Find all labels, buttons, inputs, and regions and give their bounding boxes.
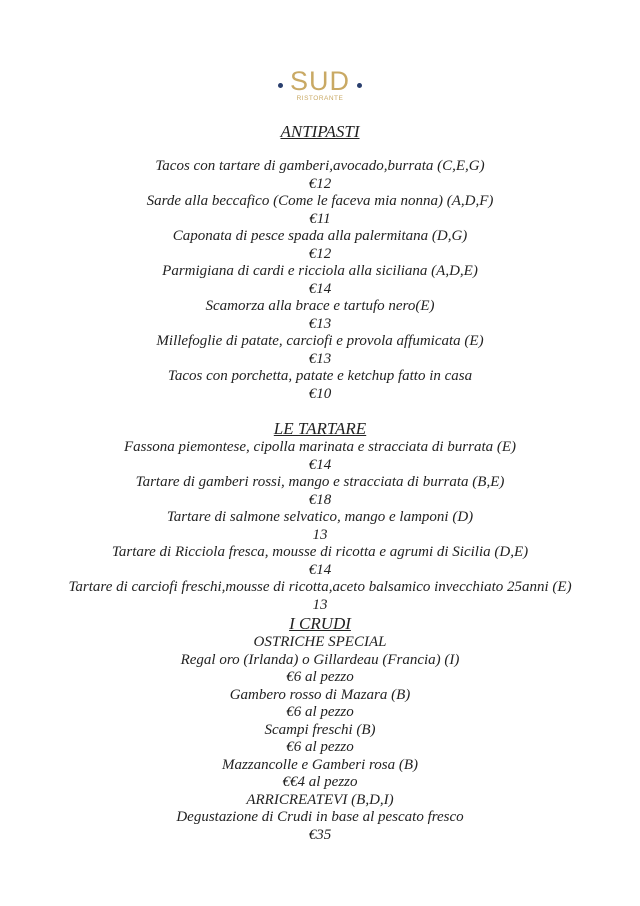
- logo-dot-left: [278, 83, 283, 88]
- dish-price: €13: [308, 315, 332, 332]
- dish-name: Tartare di Ricciola fresca, mousse di ricotta e agrumi di Sicilia (D,E): [111, 544, 529, 560]
- dish-name: Tacos con porchetta, patate e ketchup fatto in casa: [167, 368, 473, 384]
- dish-price: 13: [312, 526, 328, 543]
- dish-name: Scamorza alla brace e tartufo nero(E): [205, 298, 435, 314]
- dish-price: €12: [308, 175, 332, 192]
- dish-price: €14: [308, 561, 332, 578]
- dish-name: Degustazione di Crudi in base al pescato fresco: [176, 809, 464, 825]
- restaurant-logo: [0, 68, 640, 102]
- dish-name: Scampi freschi (B): [264, 721, 376, 738]
- section-title-crudi: I CRUDI: [289, 614, 351, 633]
- logo-dot-right: [357, 83, 362, 88]
- dish-price: €14: [308, 280, 332, 297]
- section-title-tartare: LE TARTARE: [273, 419, 367, 438]
- dish-name: Caponata di pesce spada alla palermitana (D,G): [172, 228, 468, 244]
- crudi-subheading: OSTRICHE SPECIAL: [253, 634, 387, 650]
- section-title-antipasti: ANTIPASTI: [280, 122, 360, 141]
- dish-price: €14: [308, 456, 332, 473]
- dish-name: Millefoglie di patate, carciofi e provola affumicata (E): [156, 333, 484, 349]
- dish-name: Tacos con tartare di gamberi,avocado,burrata (C,E,G): [155, 158, 485, 174]
- dish-name: Tartare di gamberi rossi, mango e stracciata di burrata (B,E): [135, 474, 505, 490]
- dish-name: Mazzancolle e Gamberi rosa (B): [221, 756, 419, 773]
- dish-price: €10: [308, 385, 332, 402]
- dish-price: €12: [308, 245, 332, 262]
- dish-price: 13: [312, 596, 328, 613]
- dish-price: €6 al pezzo: [286, 669, 354, 685]
- logo-word: SUD: [289, 66, 350, 96]
- dish-name: Gambero rosso di Mazara (B): [229, 686, 411, 703]
- dish-name: Parmigiana di cardi e ricciola alla siciliana (A,D,E): [162, 263, 478, 279]
- crudi-subheading: ARRICREATEVI (B,D,I): [246, 791, 394, 808]
- dish-price: €11: [309, 210, 331, 227]
- dish-name: Tartare di salmone selvatico, mango e lamponi (D): [166, 509, 474, 525]
- dish-name: Sarde alla beccafico (Come le faceva mia nonna) (A,D,F): [146, 193, 494, 209]
- dish-price: €35: [308, 826, 332, 843]
- dish-name: Tartare di carciofi freschi,mousse di ricotta,aceto balsamico invecchiato 25anni (E): [68, 579, 572, 595]
- dish-price: €6 al pezzo: [286, 739, 354, 755]
- dish-price: €€4 al pezzo: [282, 774, 358, 790]
- dish-name: Regal oro (Irlanda) o Gillardeau (Francia) (I): [180, 651, 460, 668]
- dish-price: €13: [308, 350, 332, 367]
- logo-subtitle: RISTORANTE: [296, 95, 344, 102]
- dish-price: €18: [308, 491, 332, 508]
- menu-body: [0, 122, 640, 844]
- dish-price: €6 al pezzo: [286, 704, 354, 720]
- dish-name: Fassona piemontese, cipolla marinata e stracciata di burrata (E): [123, 439, 517, 455]
